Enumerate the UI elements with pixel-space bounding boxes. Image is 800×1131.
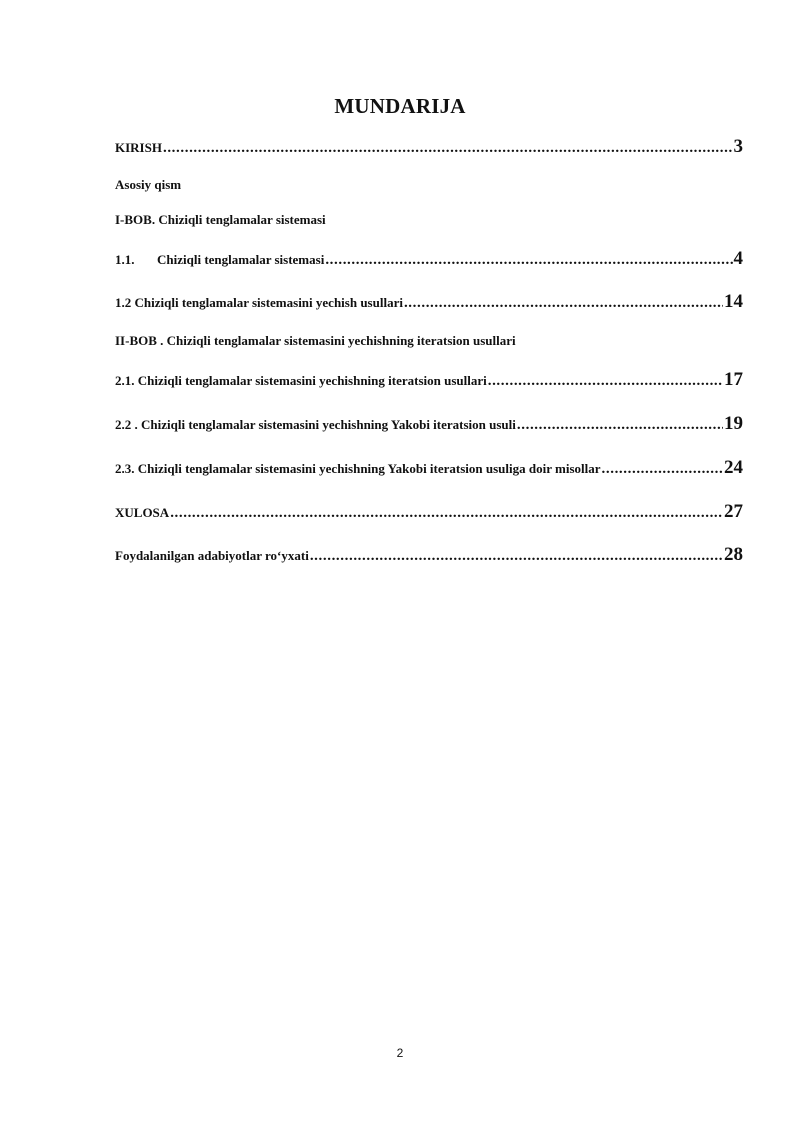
toc-entry-page: 17: [724, 369, 743, 390]
toc-leader-dots: [170, 505, 723, 522]
toc-entry-page: 4: [733, 248, 743, 269]
toc-heading-asosiy-qism: Asosiy qism: [115, 177, 182, 192]
toc-entry-label: 2.3. Chiziqli tenglamalar sistemasini yechishning Yakobi iteratsion usuliga doir misollar: [115, 461, 601, 476]
toc-entry-1-1[interactable]: [115, 248, 743, 270]
toc-entry-label: XULOSA: [115, 505, 170, 520]
page-number: 2: [396, 1046, 404, 1060]
toc-heading-chapter-1: I-BOB. Chiziqli tenglamalar sistemasi: [115, 212, 326, 227]
toc-entry-page: 27: [724, 501, 743, 522]
toc-entry-2-1[interactable]: [115, 369, 743, 391]
toc-entry-label: KIRISH: [115, 140, 162, 155]
toc-entry-label: 2.2 . Chiziqli tenglamalar sistemasini yechishning Yakobi iteratsion usuli: [115, 417, 516, 432]
toc-entry-label: 2.1. Chiziqli tenglamalar sistemasini yechishning iteratsion usullari: [115, 373, 487, 388]
toc-title: MUNDARIJA: [334, 94, 466, 118]
toc-entry-label: [115, 252, 324, 268]
toc-entry-page: 19: [724, 413, 743, 434]
toc-leader-dots: [310, 548, 723, 565]
toc-entry-text: Chiziqli tenglamalar sistemasi: [157, 252, 325, 267]
toc-entry-xulosa[interactable]: [115, 501, 743, 523]
toc-entry-number: 1.1.: [115, 252, 135, 267]
toc-leader-dots: [404, 295, 723, 312]
toc-entry-2-3[interactable]: [115, 457, 743, 479]
toc-leader-dots: [602, 461, 723, 478]
toc-entry-page: 24: [724, 457, 743, 478]
toc-entry-kirish[interactable]: [115, 136, 743, 158]
toc-leader-dots: [517, 417, 723, 434]
toc-entry-label: Foydalanilgan adabiyotlar ro‘yxati: [115, 548, 309, 563]
toc-entry-page: 14: [724, 291, 743, 312]
toc-entry-page: 3: [733, 136, 743, 157]
toc-entry-1-2[interactable]: [115, 291, 743, 313]
toc-entry-label: 1.2 Chiziqli tenglamalar sistemasini yechish usullari: [115, 295, 403, 310]
toc-leader-dots: [325, 252, 732, 269]
toc-heading-chapter-2: II-BOB . Chiziqli tenglamalar sistemasini yechishning iteratsion usullari: [115, 333, 516, 348]
toc-leader-dots: [163, 140, 733, 157]
toc-entry-page: 28: [724, 544, 743, 565]
toc-entry-references[interactable]: [115, 544, 743, 566]
toc-entry-2-2[interactable]: [115, 413, 743, 435]
toc-leader-dots: [488, 373, 723, 390]
